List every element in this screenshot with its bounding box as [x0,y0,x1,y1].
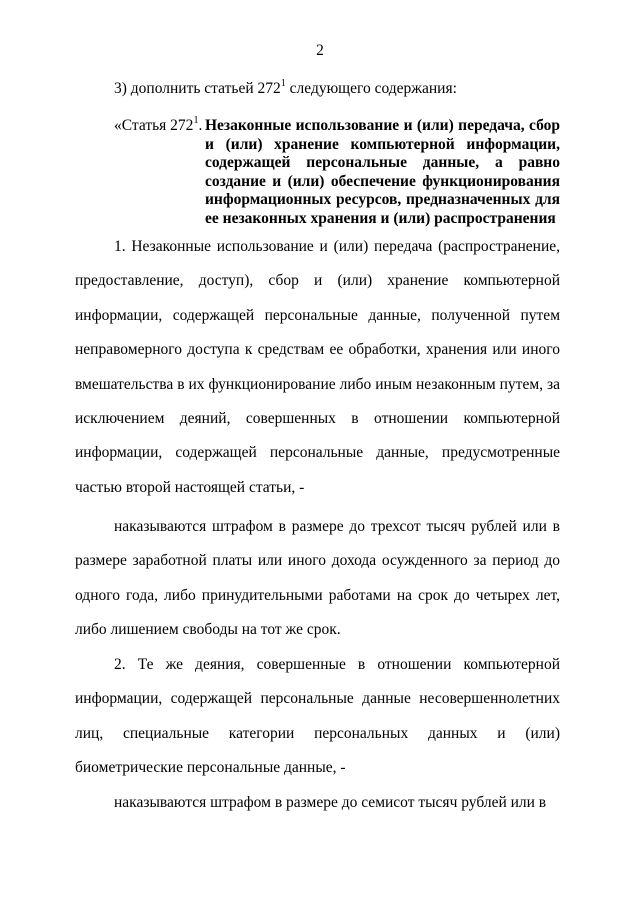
paragraph-part-1: 1. Незаконные использование и (или) передача (распространение, предоставление, доступ), сбор и (или) хранение компьютерной информации, содержащей персональные данные, полученной путем неправомерного доступа к средствам ее обработки, хранения или иного вмешательства в их функционирование либо иным незаконным путем, за исключением деяний, совершенных в отношении компьютерной информации, содержащей персональные данные, предусмотренные частью второй настоящей статьи, - [75,238,560,496]
amendment-suffix: следующего содержания: [285,80,457,97]
amendment-prefix: 3) дополнить статьей 272 [114,80,281,97]
article-title: Незаконные использование и (или) передача, сбор и (или) хранение компьютерной информации, содержащей персональные данные, а равно создание и (или) обеспечение функционирования информационных ресурсов, предназначенных для ее незаконных хранения и (или) распространения [205,117,560,227]
paragraph-penalty-1: наказываются штрафом в размере до трехсот тысяч рублей или в размере заработной платы или иного дохода осужденного за период до одного года, либо принудительными работами на срок до четырех лет, либо лишением свободы на тот же срок. [75,518,560,639]
article-label [114,114,203,135]
paragraph-penalty-2: наказываются штрафом в размере до семисот тысяч рублей или в [114,794,547,811]
amendment-line [114,77,457,98]
page-number: 2 [316,42,324,59]
article-label-suffix: . [198,117,203,134]
article-label-prefix: «Статья 272 [114,117,194,134]
paragraph-part-2: 2. Те же деяния, совершенные в отношении компьютерной информации, содержащей персональные данные несовершеннолетних лиц, специальные категории персональных данных и (или) биометрические персональные данные, - [75,656,560,777]
amendment-superscript: 1 [280,77,286,89]
article-label-superscript: 1 [193,114,199,126]
